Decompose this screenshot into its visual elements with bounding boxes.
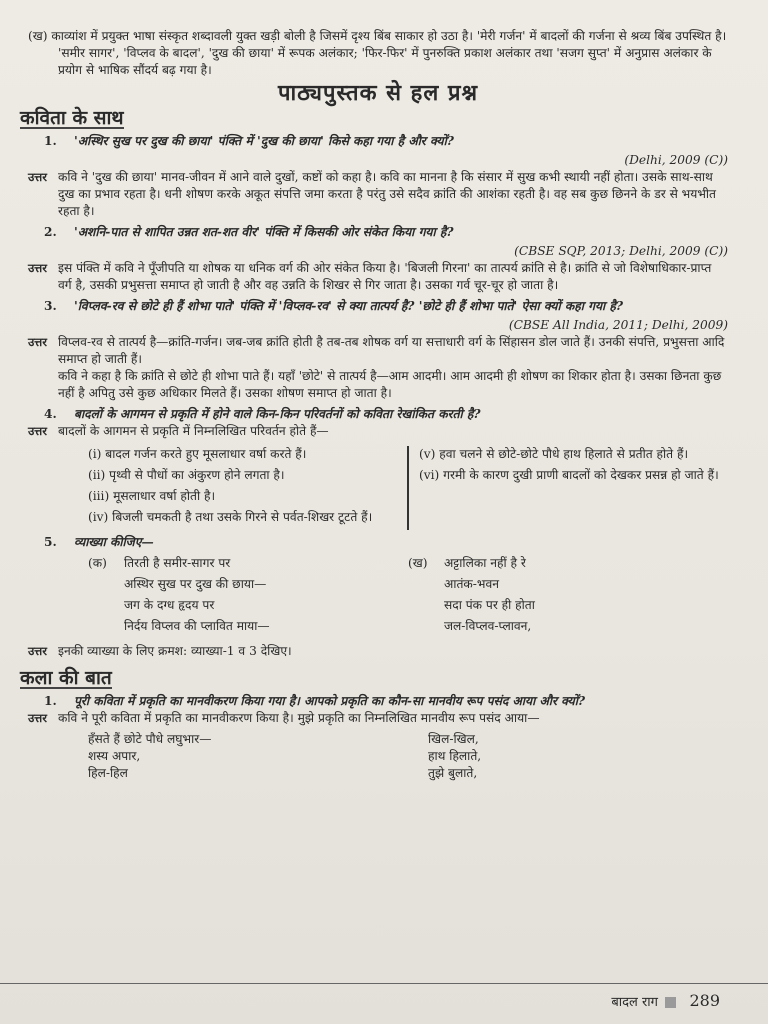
answer-paragraph-1: विप्लव-रव से तात्पर्य है—क्रांति-गर्जन। जब-जब क्रांति होती है तब-तब शोषक वर्ग या सत्ताधारी वर्ग के सिंहासन डोल जाते हैं। उनकी संपत्ति, प्रभुसत्ता आदि समाप्त हो जाती हैं।: [58, 335, 725, 366]
answer-text: कवि ने पूरी कविता में प्रकृति का मानवीकरण किया है। मुझे प्रकृति का निम्नलिखित मानवीय रूप पसंद आया—: [58, 711, 540, 725]
question-number: 5.: [44, 535, 57, 549]
page-footer: [0, 983, 768, 1024]
question-text: पूरी कविता में प्रकृति का मानवीकरण किया गया है। आपको प्रकृति का कौन-सा मानवीय रूप पसंद आया और क्यों?: [74, 694, 586, 708]
question-number: 1.: [44, 694, 57, 708]
question-number: 3.: [44, 299, 57, 313]
answer-intro: बादलों के आगमन से प्रकृति में निम्नलिखित परिवर्तन होते हैं—: [58, 424, 329, 438]
question-text: बादलों के आगमन से प्रकृति में होने वाले किन-किन परिवर्तनों को कविता रेखांकित करती है?: [74, 407, 481, 421]
question-text: व्याख्या कीजिए—: [74, 535, 154, 549]
question-source: (CBSE All India, 2011; Delhi, 2009): [508, 318, 728, 332]
poem-line: हिल-हिल: [88, 766, 128, 780]
question-text: 'विप्लव-रव से छोटे ही हैं शोभा पाते' पंक्ति में 'विप्लव-रव' से क्या तात्पर्य है? 'छोटे ही हैं शोभा पाते' ऐसा क्यों कहा गया है?: [74, 299, 624, 313]
poem-line: तुझे बुलाते,: [428, 766, 478, 780]
answer-label: उत्तर: [28, 711, 47, 725]
changes-list-left: [88, 446, 409, 530]
question-text: 'अस्थिर सुख पर दुख की छाया' पंक्ति में 'दुख की छाया' किसे कहा गया है और क्यों?: [74, 134, 454, 148]
answer-label: उत्तर: [28, 424, 47, 438]
changes-list: [88, 446, 728, 530]
page-title: पाठ्यपुस्तक से हल प्रश्न: [277, 80, 479, 106]
poem-excerpt-a: [88, 555, 408, 639]
question-2: [28, 224, 728, 294]
poem-line: आतंक-भवन: [444, 577, 499, 591]
poem-line: जग के दग्ध हृदय पर: [124, 598, 215, 612]
question-4: [28, 406, 728, 530]
poem-line: अस्थिर सुख पर दुख की छाया—: [124, 577, 267, 591]
poem-line: सदा पंक पर ही होता: [444, 598, 535, 612]
answer-paragraph-2: कवि ने कहा है कि क्रांति से छोटे ही शोभा पाते हैं। यहाँ 'छोटे' से तात्पर्य है—आम आदमी। आम आदमी ही शोषण का शिकार होता है। उसका छिनता कुछ नहीं है अपितु उसे कुछ अधिकार मिलते हैं। उसका शोषण समाप्त हो जाता है।: [58, 369, 722, 400]
answer-label: उत्तर: [28, 335, 47, 349]
poem-line: खिल-खिल,: [428, 732, 479, 746]
question-source: (CBSE SQP, 2013; Delhi, 2009 (C)): [514, 244, 728, 258]
answer-text: कवि ने 'दुख की छाया' मानव-जीवन में आने वाले दुखों, कष्टों को कहा है। कवि का मानना है कि संसार में सुख कभी स्थायी नहीं होता। उसके साथ-साथ दुख का प्रभाव रहता है। धनी शोषण करके अकूत संपत्ति जमा करता है परंतु उसे सदैव क्रांति की आशंका रहती है। वह सब कुछ छिनने के डर से भयभीत रहता है।: [58, 170, 716, 218]
list-item: (i) बादल गर्जन करते हुए मूसलाधार वर्षा करते हैं।: [88, 447, 307, 461]
poem-line: तिरती है समीर-सागर पर: [124, 556, 231, 570]
question-number: 1.: [44, 134, 57, 148]
poem-line: हाथ हिलाते,: [428, 749, 482, 763]
kala-question-1: [28, 693, 728, 782]
poem-tag: (क): [88, 556, 107, 570]
poem-tag: (ख): [408, 556, 428, 570]
poem-line: अट्टालिका नहीं है रे: [444, 556, 526, 570]
poem-line: जल-विप्लव-प्लावन,: [444, 619, 532, 633]
section-heading-kavita: कविता के साथ: [20, 107, 124, 129]
question-number: 2.: [44, 225, 57, 239]
section-heading-kala: कला की बात: [20, 667, 112, 689]
question-5: [28, 534, 728, 660]
list-item: (v) हवा चलने से छोटे-छोटे पौधे हाथ हिलाते से प्रतीत होते हैं।: [419, 447, 689, 461]
question-text: 'अशनि-पात से शापित उन्नत शत-शत वीर' पंक्ति में किसकी ओर संकेत किया गया है?: [74, 225, 454, 239]
question-3: [28, 298, 728, 402]
list-item: (ii) पृथ्वी से पौधों का अंकुरण होने लगता है।: [88, 468, 285, 482]
answer-text: इस पंक्ति में कवि ने पूँजीपति या शोषक या धनिक वर्ग की ओर संकेत किया है। 'बिजली गिरना' का तात्पर्य क्रांति से है। क्रांति से जो विशेषाधिकार-प्राप्त वर्ग है, उसकी प्रभुसत्ता समाप्त हो जाती है और वह उन्नति के शिखर से गिर जाता है। उसका गर्व चूर-चूर हो जाता है।: [58, 261, 712, 292]
answer-label: उत्तर: [28, 170, 47, 184]
poem-line: निर्दय विप्लव की प्लावित माया—: [124, 619, 270, 633]
chapter-name: बादल राग: [611, 995, 658, 1010]
answer-label: उत्तर: [28, 644, 47, 658]
list-item: (iii) मूसलाधार वर्षा होती है।: [88, 489, 216, 503]
intro-paragraph: (ख) काव्यांश में प्रयुक्त भाषा संस्कृत शब्दावली युक्त खड़ी बोली है जिसमें दृश्य बिंब साकार हो उठा है। 'मेरी गर्जन' में बादलों की गर्जना से श्रव्य बिंब उपस्थित है। 'समीर सागर', 'विप्लव के बादल', 'दुख की छाया' में रूपक अलंकार; 'फिर-फिर' में पुनरुक्ति प्रकाश अलंकार तथा 'सजग सुप्त' में अनुप्रास अलंकार के प्रयोग से भाषिक सौंदर्य बढ़ गया है।: [28, 29, 727, 77]
answer-text: इनकी व्याख्या के लिए क्रमश: व्याख्या-1 व 3 देखिए।: [58, 644, 292, 658]
list-item: (vi) गरमी के कारण दुखी प्राणी बादलों को देखकर प्रसन्न हो जाते हैं।: [419, 468, 719, 482]
answer-label: उत्तर: [28, 261, 47, 275]
answer-text: [58, 334, 728, 402]
question-1: [28, 133, 728, 220]
square-bullet-icon: [665, 997, 676, 1008]
question-number: 4.: [44, 407, 57, 421]
poem-lines-grid: [88, 731, 728, 782]
page-number: 289: [689, 991, 720, 1010]
poem-excerpts: [88, 555, 728, 639]
poem-excerpt-b: [408, 555, 728, 639]
poem-line: शस्य अपार,: [88, 749, 141, 763]
list-item: (iv) बिजली चमकती है तथा उसके गिरने से पर्वत-शिखर टूटते हैं।: [88, 510, 373, 524]
changes-list-right: [409, 446, 728, 530]
poem-line: हँसते हैं छोटे पौधे लघुभार—: [88, 732, 212, 746]
question-source: (Delhi, 2009 (C)): [624, 153, 728, 167]
